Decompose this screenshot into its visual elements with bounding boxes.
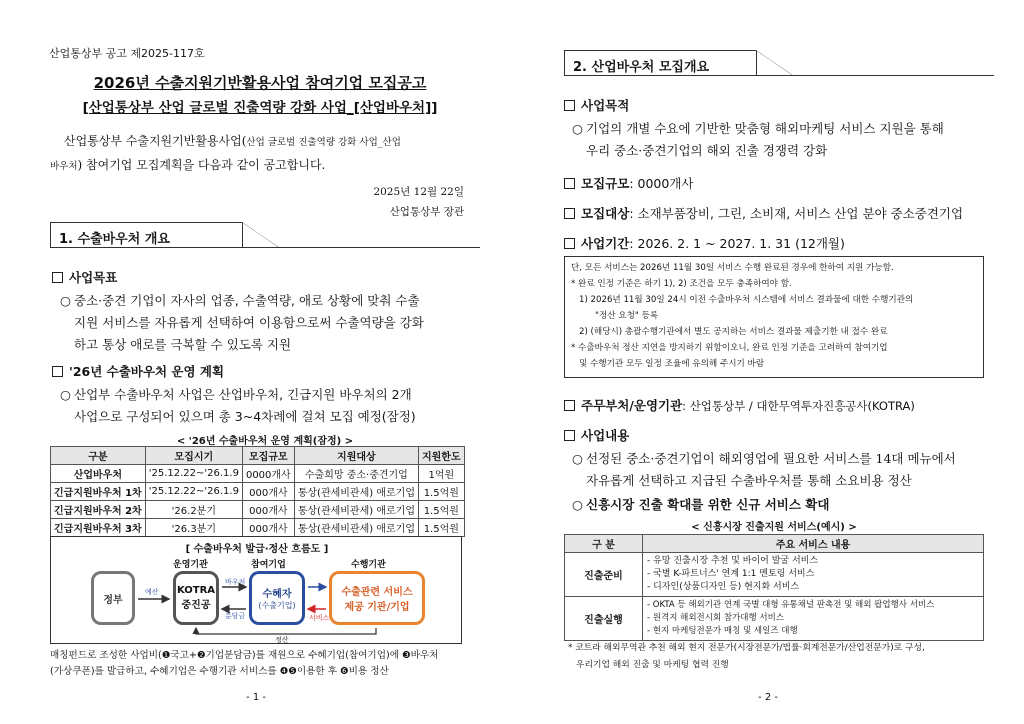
section-2-header: 2. 산업바우처 모집개요 bbox=[564, 50, 994, 76]
table-header-cell: 모집규모 bbox=[242, 447, 294, 465]
table-header-cell: 지원한도 bbox=[418, 447, 464, 465]
table-caption: < '26년 수출바우처 운영 계획(잠정) > bbox=[176, 436, 354, 447]
doc-title: 2026년 수출지원기반활용사업 참여기업 모집공고 bbox=[93, 74, 427, 92]
label-share: 분담금 bbox=[225, 612, 246, 620]
checkbox-square-icon bbox=[564, 430, 575, 441]
label-performer: 수행기관 bbox=[351, 560, 386, 570]
notice-number: 산업통상부 공고 제2025-117호 bbox=[49, 47, 205, 60]
label-operator: 운영기관 bbox=[173, 560, 208, 570]
label-settle: 정산 bbox=[275, 636, 289, 644]
emerging-heading: ○ 신흥시장 진출 확대를 위한 신규 서비스 확대 bbox=[572, 497, 830, 512]
label-service: 서비스 bbox=[309, 614, 330, 622]
checkbox-square-icon bbox=[52, 272, 63, 283]
label-budget: 예산 bbox=[145, 588, 159, 596]
plan-heading: '26년 수출바우처 운영 계획 bbox=[52, 362, 224, 380]
emerging-caption: < 신흥시장 진출지원 서비스(예시) > bbox=[691, 522, 857, 533]
content-list: ○ 선정된 중소·중견기업이 해외영업에 필요한 서비스를 14대 메뉴에서 자유롭게 선택하고 지급된 수출바우처를 통해 소요비용 정산 bbox=[572, 451, 956, 488]
target-heading: 모집대상: 소재부품장비, 그린, 소비재, 서비스 산업 분야 중소중견기업 bbox=[564, 204, 963, 222]
checkbox-square-icon bbox=[564, 400, 575, 411]
doc-subtitle: [산업통상부 산업 글로벌 진출역량 강화 사업_[산업바우처]] bbox=[82, 100, 438, 116]
table-row: 진출실행 - OKTA 등 해외기관 연계 국별 대형 유통채널 판촉전 및 해외 팝업행사 서비스 - 원격지 해외전시회 참가대행 서비스 - 현지 마케팅전문가 매칭 및 세일즈 대행 bbox=[565, 597, 984, 641]
voucher-plan-table bbox=[50, 446, 465, 537]
table-row: 산업바우처 '25.12.22~'26.1.9 0000개사 수출희망 중소·중견기업 1억원 bbox=[51, 465, 465, 483]
table-row: 긴급지원바우처 2차 '26.2분기 000개사 통상(관세비관세) 애로기업 1.5억원 bbox=[51, 501, 465, 519]
service-footnote: * 코트라 해외무역관 추천 해외 현지 전문가(시장전문가/법률·회계전문가/산업전문가)로 구성, 우리기업 해외 진출 및 마케팅 협력 진행 bbox=[568, 643, 925, 670]
completion-notice-box: 단, 모든 서비스는 2026년 11월 30일 서비스 수행 완료된 경우에 한하여 지원 가능함. * 완료 인정 기준은 하기 1), 2) 조건을 모두 충족하여야 함. 1) 2026년 11월 30일 24시 이전 수출바우처 시스템에 서비스 결과물에 대한 수행기관의 "정산 요청" 등록 2) (해당시) 총괄수행기관에서 별도 공지하는 서비스 결과물 제출기한 내 접수 완료 * 수출바우처 정산 지연을 방지하기 위함이오니, 완료 인정 기준을 고려하여 참여기업 및 수행기관 모두 일정 조율에 유의해 주시기 바람 bbox=[564, 256, 984, 378]
page-2 bbox=[512, 0, 1024, 724]
page-number: - 2 - bbox=[758, 692, 778, 703]
checkbox-square-icon bbox=[564, 178, 575, 189]
node-government: 정부 bbox=[91, 571, 135, 625]
period-heading: 사업기간: 2026. 2. 1 ~ 2027. 1. 31 (12개월) bbox=[564, 234, 845, 252]
page-number: - 1 - bbox=[246, 692, 266, 703]
flow-diagram bbox=[50, 536, 462, 644]
table-header-cell: 주요 서비스 내용 bbox=[643, 535, 984, 553]
flow-title: [ 수출바우처 발급·정산 흐름도 ] bbox=[185, 544, 329, 555]
table-row: 긴급지원바우처 3차 '26.3분기 000개사 통상(관세비관세) 애로기업 1.5억원 bbox=[51, 519, 465, 537]
node-service-provider: 수출관련 서비스 제공 기관/기업 bbox=[329, 571, 425, 625]
purpose-list: ○ 기업의 개별 수요에 기반한 맞춤형 해외마케팅 서비스 지원을 통해 우리 중소·중견기업의 해외 진출 경쟁력 강화 bbox=[572, 121, 944, 158]
table-header-row bbox=[51, 447, 465, 465]
checkbox-square-icon bbox=[564, 208, 575, 219]
notice-date: 2025년 12월 22일 bbox=[373, 186, 464, 198]
service-table bbox=[564, 534, 984, 641]
plan-list: ○ 산업부 수출바우처 사업은 산업바우처, 긴급지원 바우처의 2개 사업으로 구성되어 있으며 총 3~4차례에 걸쳐 모집 예정(잠정) bbox=[60, 387, 416, 424]
content-heading: 사업내용 bbox=[564, 426, 629, 444]
checkbox-square-icon bbox=[564, 238, 575, 249]
purpose-heading: 사업목적 bbox=[564, 96, 629, 114]
table-header-cell: 구분 bbox=[51, 447, 146, 465]
goal-heading: 사업목표 bbox=[52, 268, 117, 286]
notice-signer: 산업통상부 장관 bbox=[389, 206, 464, 218]
goal-list: ○ 중소·중견 기업이 자사의 업종, 수출역량, 애로 상황에 맞춰 수출 지원 서비스를 자유롭게 선택하여 이용함으로써 수출역량을 강화 하고 통상 애로를 극복할 수 있도록 지원 bbox=[60, 293, 424, 352]
section-1-header: 1. 수출바우처 개요 bbox=[50, 222, 480, 248]
table-header-row bbox=[565, 535, 984, 553]
table-header-cell: 구 분 bbox=[565, 535, 643, 553]
scale-heading: 모집규모: 0000개사 bbox=[564, 174, 693, 192]
flow-arrows bbox=[51, 537, 463, 645]
label-voucher: 바우처 bbox=[225, 578, 246, 586]
table-row: 진출준비 - 유망 진출시장 추천 및 바이어 발굴 서비스 - 국별 K-파트너스' 연계 1:1 멘토링 서비스 - 디자인(상품디자인 등) 현지화 서비스 bbox=[565, 553, 984, 597]
intro-paragraph: 산업통상부 수출지원기반활용사업(산업 글로벌 진출역량 강화 사업_산업 바우처) 참여기업 모집계획을 다음과 같이 공고합니다. bbox=[50, 134, 401, 172]
checkbox-square-icon bbox=[52, 366, 63, 377]
org-heading: 주무부처/운영기관: 산업통상부 / 대한무역투자진흥공사(KOTRA) bbox=[564, 396, 915, 414]
table-header-cell: 지원대상 bbox=[294, 447, 418, 465]
table-header-cell: 모집시기 bbox=[145, 447, 242, 465]
label-participant: 참여기업 bbox=[251, 560, 286, 570]
node-beneficiary: 수혜자 (수출기업) bbox=[249, 571, 305, 625]
table-row: 긴급지원바우처 1차 '25.12.22~'26.1.9 000개사 통상(관세비관세) 애로기업 1.5억원 bbox=[51, 483, 465, 501]
node-kotra: KOTRA 중진공 bbox=[173, 571, 219, 625]
flow-footnote: 매칭펀드로 조성한 사업비(❶국고+❷기업분담금)를 재원으로 수혜기업(참여기업)에 ❸바우처 (가상쿠폰)를 발급하고, 수혜기업은 수행기관 서비스를 ❹❺이용한 후 ❻비용 정산 bbox=[50, 650, 439, 677]
checkbox-square-icon bbox=[564, 100, 575, 111]
